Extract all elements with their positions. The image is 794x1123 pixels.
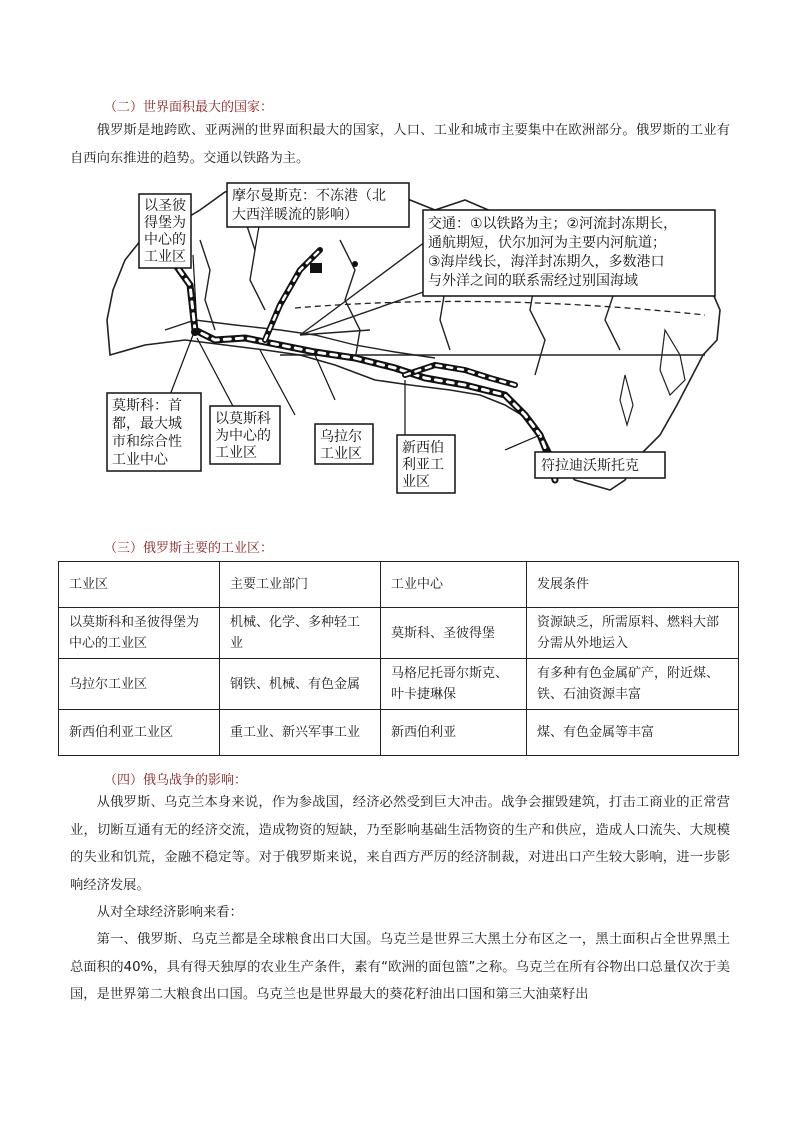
- paragraph-grain-exports: 第一、俄罗斯、乌克兰都是全球粮食出口大国。乌克兰是世界三大黑土分布区之一，黑土面积占全世界黑土总面积的40%，具有得天独厚的农业生产条件，素有“欧洲的面包篮”之称。乌克兰在所有谷物出口总量仅次于美国，是世界第二大粮食出口国。乌克兰也是世界最大的葵花籽油出口国和第三大油菜籽出: [70, 932, 730, 1002]
- industrial-zones-table: [58, 561, 739, 756]
- callout-siberia-line2: 利亚工: [402, 457, 444, 473]
- table-cell: 重工业、新兴军事工业: [220, 710, 381, 756]
- callout-transport-line4: 与外洋之间的联系需经过别国海域: [428, 273, 638, 289]
- table-row: [59, 608, 739, 659]
- table-header-cell: 发展条件: [527, 562, 739, 608]
- table-cell: 乌拉尔工业区: [59, 659, 220, 710]
- callout-murmansk-line2: 大西洋暖流的影响）: [232, 207, 358, 223]
- table-cell: 马格尼托哥尔斯克、叶卡捷琳保: [381, 659, 527, 710]
- paragraph-global-intro: 从对全球经济影响来看：: [96, 905, 243, 920]
- callout-spb-line4: 工业区: [144, 249, 186, 265]
- table-header-cell: 工业中心: [381, 562, 527, 608]
- table-cell: 煤、有色金属等丰富: [527, 710, 739, 756]
- section-heading-industrial-zones: （三）俄罗斯主要的工业区：: [104, 541, 274, 556]
- table-header-row: [59, 562, 739, 608]
- callout-murmansk-line1: 摩尔曼斯克：不冻港（北: [232, 188, 386, 204]
- callout-transport-line2: 通航期短，伏尔加河为主要内河航道；: [428, 235, 666, 251]
- callout-moscow-line1: 莫斯科：首: [112, 398, 182, 414]
- table-cell: 钢铁、机械、有色金属: [220, 659, 381, 710]
- table-row: [59, 659, 739, 710]
- callout-moscowzone-line3: 工业区: [215, 445, 257, 461]
- callout-ural-line1: 乌拉尔: [320, 429, 362, 445]
- paragraph-war-impact-domestic: 从俄罗斯、乌克兰本身来说，作为参战国，经济必然受到巨大冲击。战争会摧毁建筑，打击工商业的正常营业，切断互通有无的经济交流，造成物资的短缺，乃至影响基础生活物资的生产和供应，造成人口流失、大规模的失业和饥荒，金融不稳定等。对于俄罗斯来说，来自西方严厉的经济制裁，对进出口产生较大影响，进一步影响经济发展。: [70, 795, 730, 893]
- table-cell: 新西伯利亚工业区: [59, 710, 220, 756]
- callout-transport-line3: ③海岸线长，海洋封冻期久，多数港口: [428, 254, 665, 270]
- table-cell: 机械、化学、多种轻工业: [220, 608, 381, 659]
- table-cell: 以莫斯科和圣彼得堡为中心的工业区: [59, 608, 220, 659]
- callout-spb-line1: 以圣彼: [144, 198, 186, 214]
- table-cell: 资源缺乏，所需原料、燃料大部分需从外地运入: [527, 608, 739, 659]
- callout-siberia-line3: 业区: [402, 474, 430, 490]
- table-cell: 有多种有色金属矿产，附近煤、铁、石油资源丰富: [527, 659, 739, 710]
- callout-spb-line2: 得堡为: [144, 215, 186, 231]
- callout-siberia-line1: 新西伯: [402, 440, 444, 456]
- callout-transport-line1: 交通：①以铁路为主；②河流封冻期长，: [428, 216, 678, 232]
- table-header-cell: 主要工业部门: [220, 562, 381, 608]
- section-heading-war-impact: （四）俄乌战争的影响：: [104, 773, 248, 788]
- callout-moscowzone-line1: 以莫斯科: [215, 411, 271, 427]
- table-row: [59, 710, 739, 756]
- paragraph-russia-overview: 俄罗斯是地跨欧、亚两洲的世界面积最大的国家，人口、工业和城市主要集中在欧洲部分。俄罗斯的工业有自西向东推进的趋势。交通以铁路为主。: [70, 123, 730, 166]
- callout-moscow-line4: 工业中心: [112, 452, 168, 468]
- callout-moscow-line2: 都，最大城: [112, 416, 182, 432]
- table-cell: 莫斯科、圣彼得堡: [381, 608, 527, 659]
- callout-vladivostok: 符拉迪沃斯托克: [541, 458, 639, 474]
- section-heading-largest-country: （二）世界面积最大的国家：: [104, 100, 274, 115]
- table-cell: 新西伯利亚: [381, 710, 527, 756]
- table-header-cell: 工业区: [59, 562, 220, 608]
- callout-moscow-line3: 市和综合性: [112, 434, 182, 450]
- callout-moscowzone-line2: 为中心的: [215, 428, 271, 444]
- russia-industrial-map: [105, 180, 725, 495]
- callout-spb-line3: 中心的: [144, 232, 186, 248]
- callout-ural-line2: 工业区: [320, 446, 362, 462]
